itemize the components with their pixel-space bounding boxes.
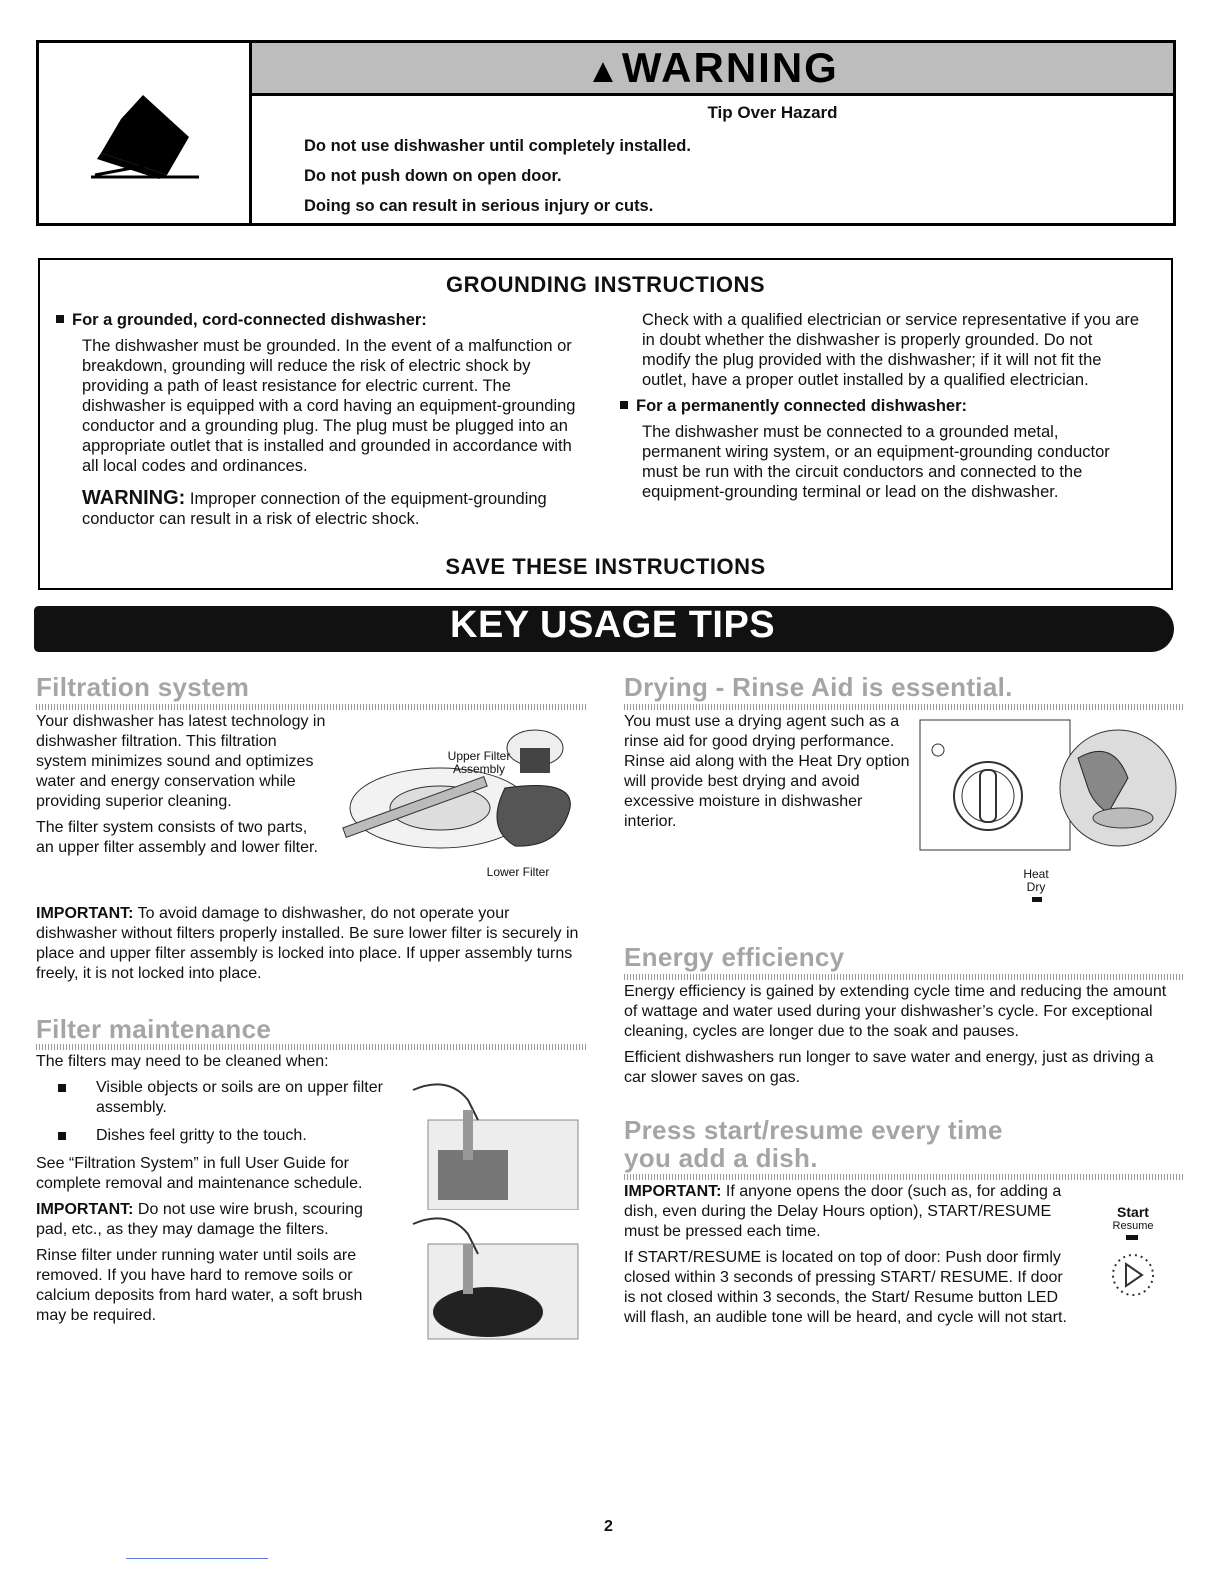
resume-label: Resume — [1112, 1220, 1154, 1232]
press-important-text: If anyone opens the door (such as, for adding a dish, even during the Delay Hours option), START/RESUME must be pressed each time. — [624, 1183, 1062, 1240]
press-text — [624, 1182, 1074, 1334]
filter-maintenance-text — [36, 1052, 386, 1332]
warning-box — [36, 40, 1176, 226]
tip-over-hazard-icon — [39, 43, 249, 223]
filtration-text-top — [36, 712, 326, 864]
filter-important-text: Do not use wire brush, scouring pad, etc., as they may damage the filters. — [36, 1201, 363, 1238]
upper-filter-label: Upper Filter Assembly — [447, 749, 511, 776]
grounding-box — [38, 258, 1173, 590]
drying-text: You must use a drying agent such as a rinse aid for good drying performance. Rinse aid along with the Heat Dry option will provide best drying and avoid excessive moisture in dishwasher interior. — [624, 713, 910, 830]
filtration-important-text: To avoid damage to dishwasher, do not operate your dishwasher without filters properly installed. Be sure lower filter is securely in place and upper filter assembly is locked into place. If upper assembly turns freely, it is not locked into place. — [36, 905, 579, 982]
filter-maintenance-title: Filter maintenance — [36, 1014, 272, 1044]
heat-dry-led-icon — [1032, 897, 1042, 902]
energy-title: Energy efficiency — [624, 942, 845, 972]
key-usage-tips-title: KEY USAGE TIPS — [450, 604, 776, 646]
grounding-right-column — [620, 310, 1140, 502]
filter-assembly-illustration — [330, 718, 580, 858]
start-label: Start — [1117, 1204, 1149, 1220]
rinse-aid-dispenser-illustration — [918, 718, 1178, 852]
energy-p2: Efficient dishwashers run longer to save water and energy, just as driving a car slower saves on gas. — [624, 1049, 1154, 1086]
energy-text — [624, 982, 1180, 1094]
start-resume-icon — [1110, 1252, 1156, 1298]
list-item: Visible objects or soils are on upper filter assembly. — [36, 1078, 386, 1118]
warning-heading: Tip Over Hazard — [707, 103, 838, 122]
bullet-square-icon — [58, 1084, 66, 1092]
page-number: 2 — [604, 1518, 613, 1535]
warning-triangle-icon: ▲ — [586, 52, 622, 90]
drying-title: Drying - Rinse Aid is essential. — [624, 672, 1013, 702]
bullet-square-icon — [58, 1132, 66, 1140]
filter-important-label: IMPORTANT: — [36, 1201, 134, 1218]
grounding-warning-label: WARNING: — [82, 487, 186, 509]
filtration-important-label: IMPORTANT: — [36, 905, 134, 922]
warning-body — [252, 99, 1173, 227]
tip-over-icon-cell — [39, 43, 252, 223]
section-rule — [36, 704, 588, 710]
cord-heading: For a grounded, cord-connected dishwasher: — [72, 311, 427, 329]
filtration-p1: Your dishwasher has latest technology in dishwasher filtration. This filtration system minimizes sound and optimizes water and energy conservation while providing superior cleaning. — [36, 713, 326, 810]
start-led-icon — [1126, 1235, 1138, 1240]
bullet-square-icon — [56, 315, 64, 323]
list-item: Dishes feel gritty to the touch. — [36, 1126, 386, 1146]
perm-heading: For a permanently connected dishwasher: — [636, 397, 967, 415]
press-title-line2: you add a dish. — [624, 1143, 818, 1173]
footer-line — [126, 1558, 268, 1559]
bullet-square-icon — [620, 401, 628, 409]
filter-cleaning-illustration-1 — [408, 1080, 580, 1210]
warning-line: Do not use dishwasher until completely installed. — [304, 137, 691, 155]
grounding-left-column — [56, 310, 586, 529]
cord-text: The dishwasher must be grounded. In the event of a malfunction or breakdown, grounding will reduce the risk of electric shock by providing a path of least resistance for electric current. The dishwasher is equipped with a cord having an equipment-grounding conductor and a grounding plug. The plug must be plugged into an appropriate outlet that is installed and grounded in accordance with all local codes and ordinances. — [82, 337, 576, 475]
section-rule — [624, 704, 1184, 710]
filter-see: See “Filtration System” in full User Guide for complete removal and maintenance schedule. — [36, 1155, 363, 1192]
press-title-line1: Press start/resume every time — [624, 1115, 1003, 1145]
filtration-p2: The filter system consists of two parts, an upper filter assembly and lower filter. — [36, 819, 318, 856]
perm-text: The dishwasher must be connected to a grounded metal, permanent wiring system, or an equipment-grounding conductor must be run with the circuit conductors and connected to the equipment-grounding terminal or lead on the dishwasher. — [642, 423, 1110, 501]
lower-filter-label: Lower Filter — [486, 865, 550, 879]
energy-p1: Energy efficiency is gained by extending cycle time and reducing the amount of wattage and water used during your dishwasher’s cycle. For exceptional cleaning, cycles are longer due to the soak and pauses. — [624, 983, 1167, 1040]
filtration-title: Filtration system — [36, 672, 250, 702]
section-rule — [36, 1044, 588, 1050]
press-title — [624, 1116, 1003, 1172]
filter-rinse: Rinse filter under running water until soils are removed. If you have hard to remove soils or calcium deposits from hard water, a soft brush may be required. — [36, 1247, 363, 1324]
filter-intro: The filters may need to be cleaned when: — [36, 1053, 329, 1070]
filtration-important — [36, 904, 588, 990]
warning-line: Do not push down on open door. — [304, 167, 562, 185]
grounding-warning-text: Improper connection of the equipment-grounding conductor can result in a risk of electric shock. — [82, 490, 547, 528]
section-rule — [624, 1174, 1184, 1180]
warning-banner — [252, 43, 1173, 96]
check-text: Check with a qualified electrician or service representative if you are in doubt whether the dishwasher is properly grounded. Do not modify the plug provided with the dishwasher; if it will not fit the outlet, have a proper outlet installed by a qualified electrician. — [642, 311, 1140, 389]
press-important-label: IMPORTANT: — [624, 1183, 722, 1200]
heat-dry-label: Heat Dry — [1023, 867, 1049, 894]
press-p2: If START/RESUME is located on top of door: Push door firmly closed within 3 seconds of pressing START/ RESUME. If door is not closed within 3 seconds, the Start/ Resume button LED will flash, an audible tone will be heard, and cycle will not start. — [624, 1249, 1067, 1326]
filter-cleaning-illustration-2 — [408, 1214, 580, 1344]
grounding-title: GROUNDING INSTRUCTIONS — [446, 272, 765, 297]
save-instructions: SAVE THESE INSTRUCTIONS — [445, 554, 766, 579]
section-rule — [624, 974, 1184, 980]
warning-banner-text: WARNING — [621, 44, 839, 91]
warning-line: Doing so can result in serious injury or cuts. — [304, 197, 654, 215]
